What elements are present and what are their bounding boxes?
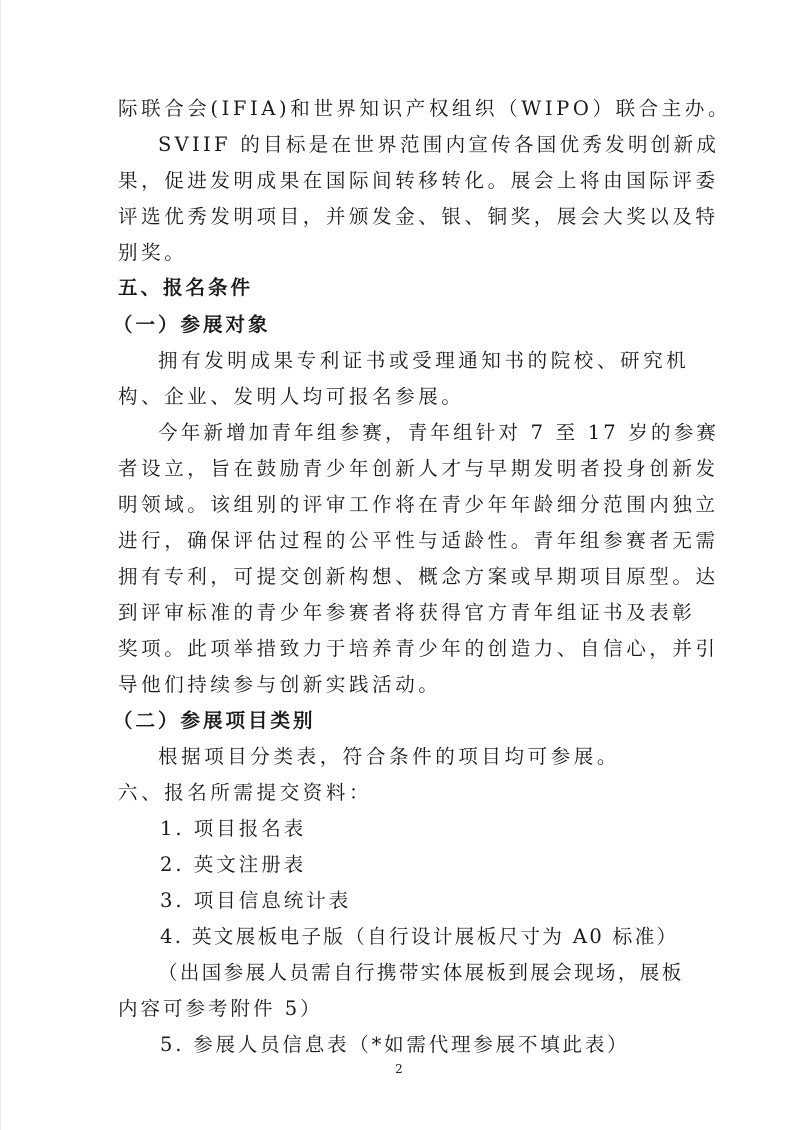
text-line-youth-certificate: 到评审标准的青少年参赛者将获得官方青年组证书及表彰 xyxy=(118,601,696,624)
text-line-youth-purpose: 者设立，旨在鼓励青少年创新人才与早期发明者投身创新发 xyxy=(118,457,719,480)
text-line-awards: 评选优秀发明项目，并颁发金、银、铜奖，展会大奖以及特 xyxy=(118,205,719,228)
page-number: 2 xyxy=(395,1062,403,1076)
subsection-heading-categories: （二）参展项目类别 xyxy=(113,709,316,732)
text-line-promotion: 果，促进发明成果在国际间转移转化。展会上将由国际评委 xyxy=(118,169,719,192)
text-line-special-award: 别奖。 xyxy=(118,241,188,264)
text-line-youth-fairness: 进行，确保评估过程的公平性与适龄性。青年组参赛者无需 xyxy=(118,529,719,552)
text-line-board-note: （出国参展人员需自行携带实体展板到展会现场，展板 xyxy=(158,961,684,984)
text-line-board-note-cont: 内容可参考附件 5） xyxy=(118,997,323,1020)
text-line-sviif-goal: SVIIF 的目标是在世界范围内宣传各国优秀发明创新成 xyxy=(158,133,720,156)
list-item-registration-form: 1. 项目报名表 xyxy=(160,817,307,840)
list-item-statistics-form: 3. 项目信息统计表 xyxy=(160,889,352,912)
text-line-categories: 根据项目分类表，符合条件的项目均可参展。 xyxy=(158,745,621,768)
list-item-display-board: 4. 英文展板电子版（自行设计展板尺寸为 A0 标准） xyxy=(160,925,679,948)
section-heading-materials: 六、报名所需提交资料： xyxy=(118,781,373,804)
text-line-youth-goal: 奖项。此项举措致力于培养青少年的创造力、自信心，并引 xyxy=(118,637,719,660)
subsection-heading-participants: （一）参展对象 xyxy=(113,313,271,336)
text-line-organizers: 际联合会(IFIA)和世界知识产权组织（WIPO）联合主办。 xyxy=(118,97,732,120)
text-line-youth-group: 今年新增加青年组参赛，青年组针对 7 至 17 岁的参赛 xyxy=(158,421,720,444)
text-line-eligibility: 拥有发明成果专利证书或受理通知书的院校、研究机 xyxy=(158,349,690,372)
text-line-youth-practice: 导他们持续参与创新实践活动。 xyxy=(118,673,442,696)
text-line-youth-review: 明领域。该组别的评审工作将在青少年年龄细分范围内独立 xyxy=(118,493,719,516)
text-line-youth-submission: 拥有专利，可提交创新构想、概念方案或早期项目原型。达 xyxy=(118,565,719,588)
list-item-english-form: 2. 英文注册表 xyxy=(160,853,307,876)
section-heading-registration: 五、报名条件 xyxy=(118,276,254,299)
list-item-personnel-form: 5. 参展人员信息表（*如需代理参展不填此表） xyxy=(160,1033,630,1056)
text-line-eligibility-cont: 构、企业、发明人均可报名参展。 xyxy=(118,385,465,408)
